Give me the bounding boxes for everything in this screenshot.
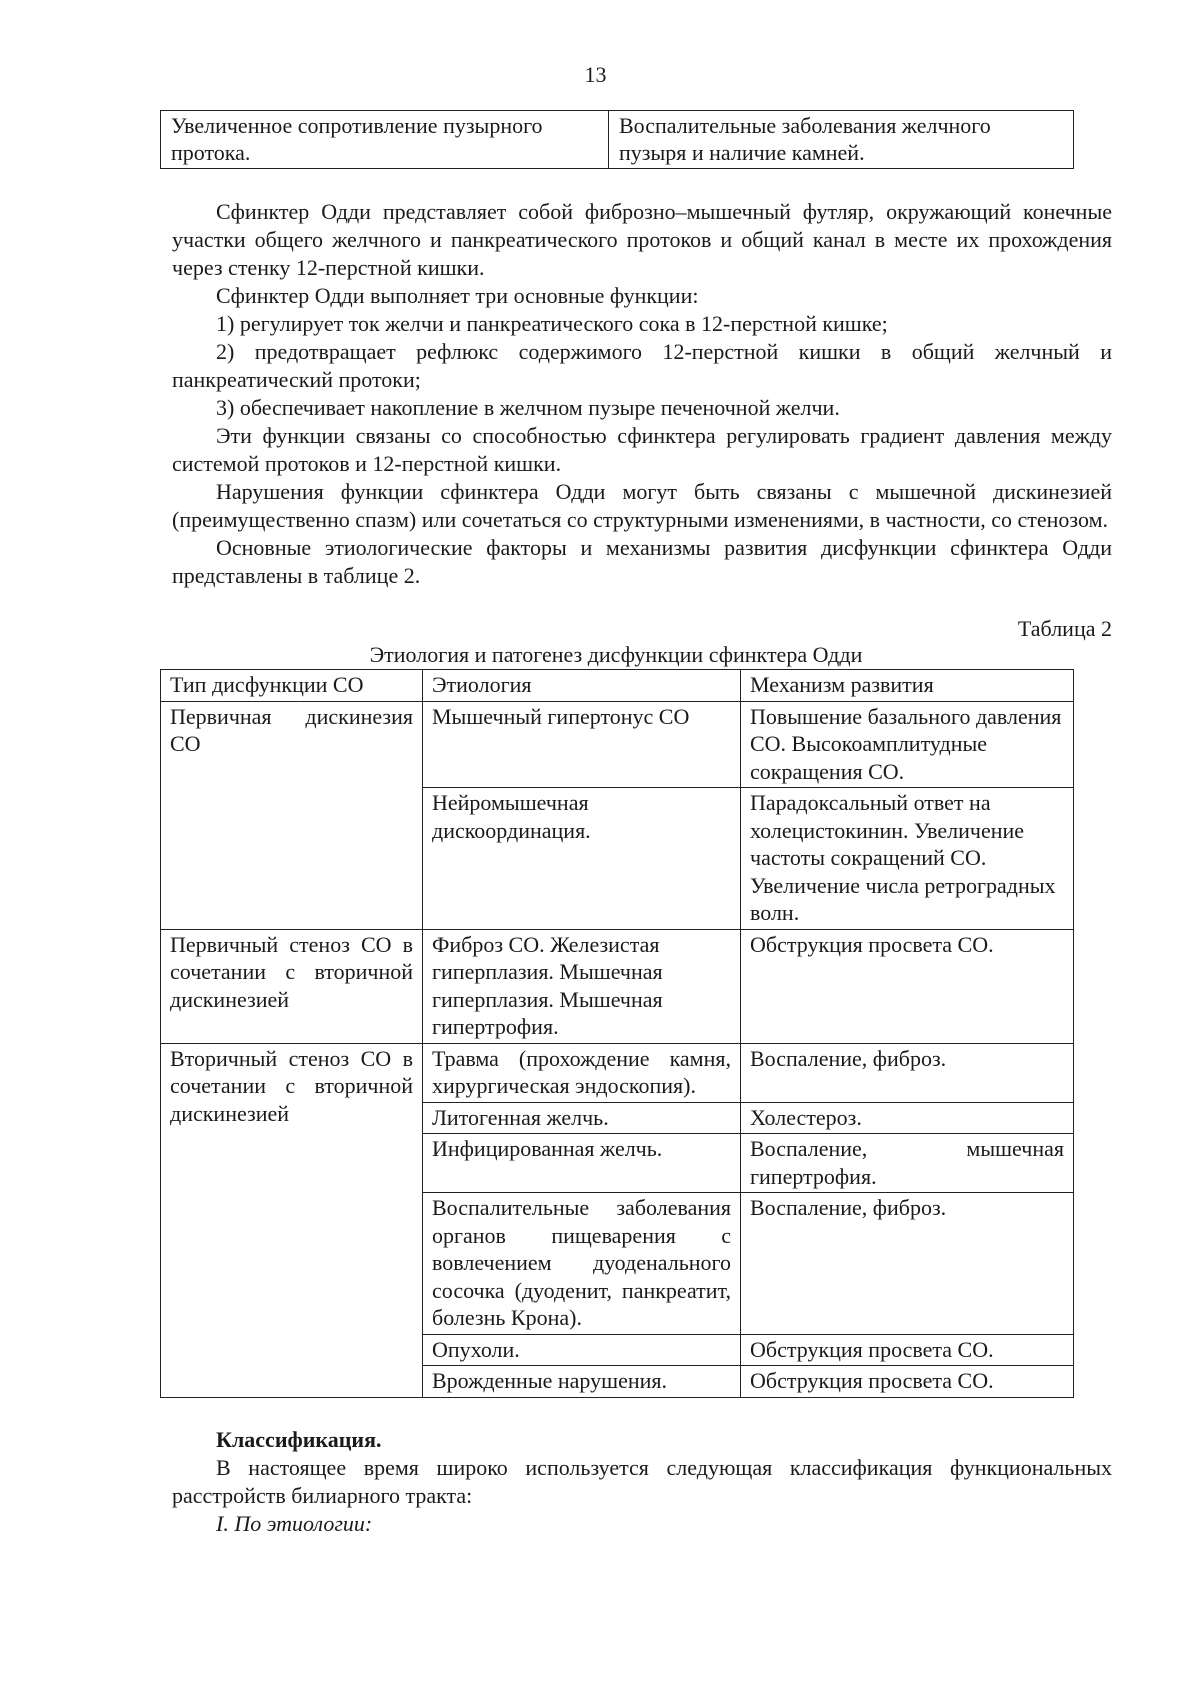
mechanism-cell: Обструкция просвета СО. bbox=[741, 1334, 1074, 1366]
paragraph: Нарушения функции сфинктера Одди могут быть связаны с мышечной дискинезией (преимущественно спазм) или сочетаться со структурными изменениями, в частности, со стенозом. bbox=[172, 479, 1112, 532]
etiology-cell: Инфицированная желчь. bbox=[423, 1134, 741, 1193]
list-item: 3) обеспечивает накопление в желчном пузыре печеночной желчи. bbox=[216, 395, 840, 420]
dysfunction-type-cell: Вторичный стеноз СО в сочетании с вторичной дискинезией bbox=[161, 1043, 423, 1397]
table-caption bbox=[172, 615, 1112, 667]
table-cell: Воспалительные заболевания желчного пузыря и наличие камней. bbox=[609, 111, 1074, 169]
mechanism-cell: Воспаление, фиброз. bbox=[741, 1043, 1074, 1102]
mechanism-cell: Обструкция просвета СО. bbox=[741, 929, 1074, 1043]
list-item: 2) предотвращает рефлюкс содержимого 12-перстной кишки в общий желчный и панкреатический протоки; bbox=[172, 339, 1112, 392]
column-header: Тип дисфункции СО bbox=[161, 670, 423, 702]
table-cell: Увеличенное сопротивление пузырного протока. bbox=[161, 111, 609, 169]
mechanism-cell: Обструкция просвета СО. bbox=[741, 1366, 1074, 1398]
table-row bbox=[161, 1043, 1074, 1102]
paragraph: Сфинктер Одди выполняет три основные функции: bbox=[216, 283, 699, 308]
list-item: 1) регулирует ток желчи и панкреатического сока в 12-перстной кишке; bbox=[216, 311, 888, 336]
etiology-table bbox=[160, 669, 1074, 1398]
etiology-cell: Литогенная желчь. bbox=[423, 1102, 741, 1134]
body-text bbox=[172, 198, 1112, 590]
paragraph: Сфинктер Одди представляет собой фиброзно–мышечный футляр, окружающий конечные участки общего желчного и панкреатического протоков и общий канал в месте их прохождения через стенку 12-перстной кишки. bbox=[172, 199, 1112, 280]
column-header: Механизм развития bbox=[741, 670, 1074, 702]
etiology-cell: Опухоли. bbox=[423, 1334, 741, 1366]
table-row bbox=[161, 929, 1074, 1043]
table-title: Этиология и патогенез дисфункции сфинктера Одди bbox=[369, 642, 863, 667]
paragraph: Эти функции связаны со способностью сфинктера регулировать градиент давления между системой протоков и 12-перстной кишки. bbox=[172, 423, 1112, 476]
mechanism-cell: Холестероз. bbox=[741, 1102, 1074, 1134]
etiology-cell: Фиброз СО. Железистая гиперплазия. Мышечная гиперплазия. Мышечная гипертрофия. bbox=[423, 929, 741, 1043]
paragraph: Основные этиологические факторы и механизмы развития дисфункции сфинктера Одди представлены в таблице 2. bbox=[172, 535, 1112, 588]
mechanism-cell: Воспаление, фиброз. bbox=[741, 1193, 1074, 1335]
etiology-cell: Мышечный гипертонус СО bbox=[423, 701, 741, 788]
mechanism-cell: Воспаление, мышечная гипертрофия. bbox=[741, 1134, 1074, 1193]
mechanism-cell: Повышение базального давления СО. Высокоамплитудные сокращения СО. bbox=[741, 701, 1074, 788]
etiology-cell: Травма (прохождение камня, хирургическая эндоскопия). bbox=[423, 1043, 741, 1102]
etiology-cell: Воспалительные заболевания органов пищеварения с вовлечением дуоденального сосочка (дуоденит, панкреатит, болезнь Крона). bbox=[423, 1193, 741, 1335]
etiology-cell: Врожденные нарушения. bbox=[423, 1366, 741, 1398]
paragraph: В настоящее время широко используется следующая классификация функциональных расстройств билиарного тракта: bbox=[172, 1455, 1112, 1508]
dysfunction-type-cell: Первичный стеноз СО в сочетании с вторичной дискинезией bbox=[161, 929, 423, 1043]
table-row bbox=[161, 111, 1074, 169]
dysfunction-type-cell: Первичная дискинезия СО bbox=[161, 701, 423, 929]
continued-table bbox=[160, 110, 1074, 169]
list-item: I. По этиологии: bbox=[216, 1511, 373, 1536]
etiology-cell: Нейромышечная дискоординация. bbox=[423, 788, 741, 930]
mechanism-cell: Парадоксальный ответ на холецистокинин. Увеличение частоты сокращений СО. Увеличение числа ретроградных волн. bbox=[741, 788, 1074, 930]
table-number: Таблица 2 bbox=[1017, 616, 1112, 641]
section-heading: Классификация. bbox=[216, 1427, 382, 1452]
classification-section bbox=[172, 1426, 1112, 1538]
table-header-row bbox=[161, 670, 1074, 702]
column-header: Этиология bbox=[423, 670, 741, 702]
page-number: 13 bbox=[584, 62, 607, 87]
table-row bbox=[161, 701, 1074, 788]
